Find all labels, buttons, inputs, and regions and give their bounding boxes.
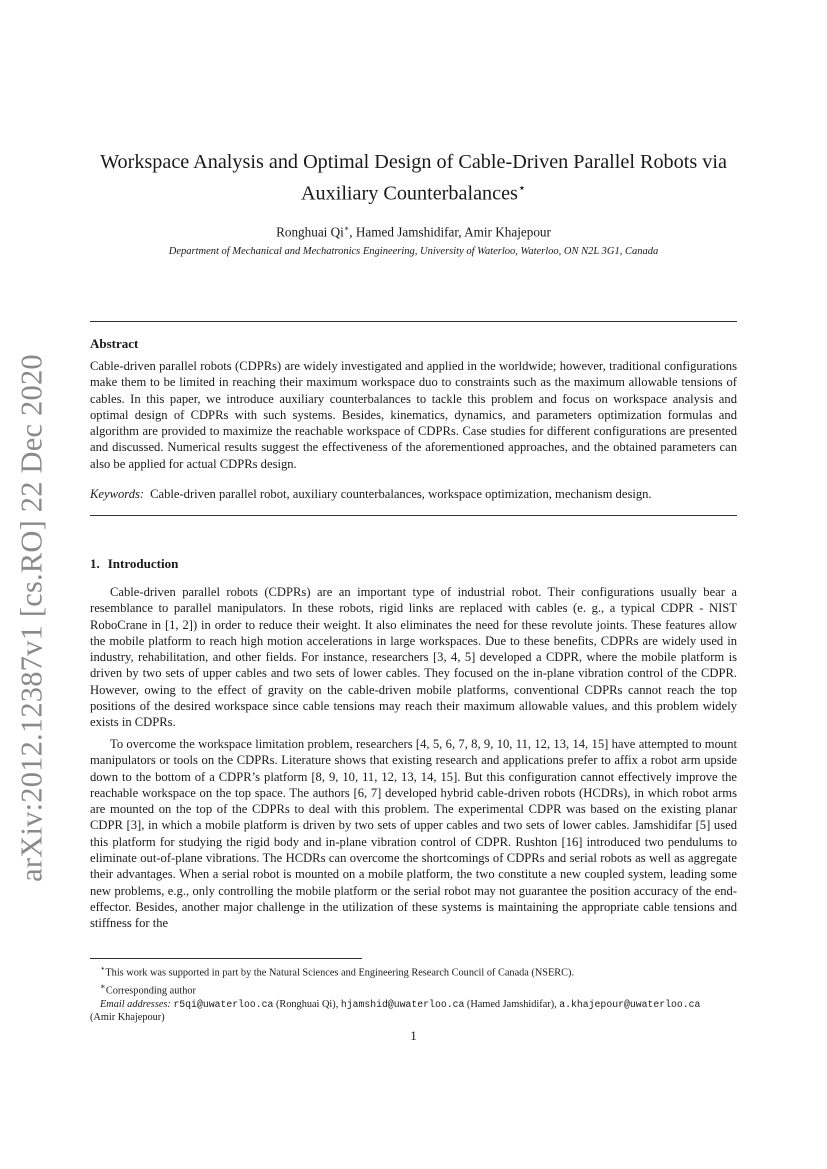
section-heading-introduction: [90, 556, 178, 572]
corresponding-author-mark: ∗: [343, 224, 350, 233]
email-link-khajepour[interactable]: a.khajepour@uwaterloo.ca: [559, 998, 701, 1010]
abstract-bottom-rule: [90, 515, 737, 516]
author-list: [90, 224, 737, 240]
footnote-corresponding-text: Corresponding author: [105, 985, 196, 997]
footnote-funding-text: This work was supported in part by the Natural Sciences and Engineering Research Council of Canada (NSERC).: [105, 967, 575, 979]
email-link-jamshidifar[interactable]: hjamshid@uwaterloo.ca: [340, 998, 465, 1010]
arxiv-identifier-text: arXiv:2012.12387v1 [cs.RO] 22 Dec 2020: [14, 353, 49, 882]
footnote-funding: [90, 962, 737, 980]
affiliation: Department of Mechanical and Mechatronics Engineering, University of Waterloo, Waterloo, ON N2L 3G1, Canada: [168, 246, 659, 257]
email-owner-qi: (Ronghuai Qi),: [273, 998, 341, 1010]
keywords-text: Cable-driven parallel robot, auxiliary counterbalances, workspace optimization, mechanism design.: [150, 487, 652, 501]
footnote-corresponding-mark: ∗: [100, 980, 106, 991]
footnote-corresponding: [90, 980, 737, 998]
title-line-2-text: Auxiliary Counterbalances: [300, 182, 518, 205]
other-authors: , Hamed Jamshidifar, Amir Khajepour: [349, 224, 551, 240]
abstract-top-rule: [90, 321, 737, 322]
arxiv-identifier: [12, 355, 52, 880]
title-footnote-mark: ⋆: [517, 180, 527, 195]
email-label: Email addresses:: [100, 998, 171, 1010]
keywords: [90, 487, 652, 502]
abstract-text: Cable-driven parallel robots (CDPRs) are widely investigated and applied in the worldwide; however, traditional configurations make them to be limited in reaching their maximum workspace duo to constraints such as the maximum allowable tensions of cables. In this paper, we introduce auxiliary counterbalances to tackle this problem and focus on workspace analysis and optimal design of CDPRs with such systems. Besides, kinematics, dynamics, and parameters optimization formulas and algorithm are provided to maximize the reachable workspace of CDPRs. Case studies for different configurations are presented and discussed. Numerical results suggest the effectiveness of the aforementioned approaches, and the obtained parameters can also be applied for actual CDPRs design.: [90, 359, 737, 471]
keywords-label: Keywords:: [90, 487, 145, 501]
intro-paragraph-2: To overcome the workspace limitation problem, researchers [4, 5, 6, 7, 8, 9, 10, 11, 12, 13, 14, 15] have attempted to mount manipulators or tools on the CDPRs. Literature shows that existing research and applications prefer to affix a robot arm upside down to the bottom of a CDPR’s platform [8, 9, 10, 11, 12, 13, 14, 15]. But this configuration cannot effectively improve the reachable workspace on the top space. The authors [6, 7] developed hybrid cable-driven robots (HCDRs), in which robot arms are mounted on the top of the CDPRs to deal with this problem. The experimental CDPR was based on the existing planar CDPR [3], in which a mobile platform is driven by two sets of upper cables and two sets of lower cables. Jamshidifar [5] used this platform for studying the rigid body and in-plane vibration control of CDPR. Rushton [16] introduced two pendulums to eliminate out-of-plane vibrations. The HCDRs can overcome the shortcomings of CDPRs and serial robots as well as aggregate their advantages. When a serial robot is mounted on a mobile platform, the two constitute a new coupled system, leading some new problems, e.g., only controlling the mobile platform or the serial robot may not guarantee the position accuracy of the end-effector. Besides, another major challenge in the utilization of these systems is maintaining the appropriate cable tensions and stiffness for the: [90, 737, 737, 931]
title-line-2: [90, 175, 737, 207]
paper-title: [90, 150, 737, 207]
title-line-1: Workspace Analysis and Optimal Design of Cable-Driven Parallel Robots via: [100, 151, 727, 173]
section-number: 1.: [90, 556, 100, 571]
footnote-funding-mark: ⋆: [100, 963, 106, 973]
footnote-emails: [90, 998, 737, 1012]
page-number: 1: [410, 1028, 417, 1043]
intro-paragraph-1: Cable-driven parallel robots (CDPRs) are an important type of industrial robot. Their configurations usually bear a resemblance to parallel manipulators. In these robots, rigid links are replaced with cables (e. g., a typical CDPR - NIST RoboCrane in [1, 2]) in order to reduce their weight. It also eliminates the need for these revolute joints. These features allow the mobile platform to reach high motion accelerations in large workspaces. Due to these benefits, CDPRs are widely used in industry, rehabilitation, and other fields. For instance, researchers [3, 4, 5] developed a CDPR, where the mobile platform is driven by two sets of upper cables and two sets of lower cables. They focused on the in-plane vibration control of the CDPR. However, owing to the effect of gravity on the cable-driven mobile platforms, conventional CDPRs cannot reach the top positions of the desired workspace since cable tensions may reach their maximum allowable values, and this problem widely exists in CDPRs.: [90, 585, 737, 730]
abstract-heading: Abstract: [90, 336, 139, 351]
footnote-emails-continued: (Amir Khajepour): [90, 1012, 165, 1024]
email-link-qi[interactable]: r5qi@uwaterloo.ca: [173, 998, 274, 1010]
footnote-rule: [90, 958, 362, 959]
author-1: Ronghuai Qi: [276, 224, 344, 240]
footnotes: [90, 962, 737, 1025]
email-owner-jamshidifar: (Hamed Jamshidifar),: [464, 998, 560, 1010]
section-title: Introduction: [107, 556, 179, 571]
